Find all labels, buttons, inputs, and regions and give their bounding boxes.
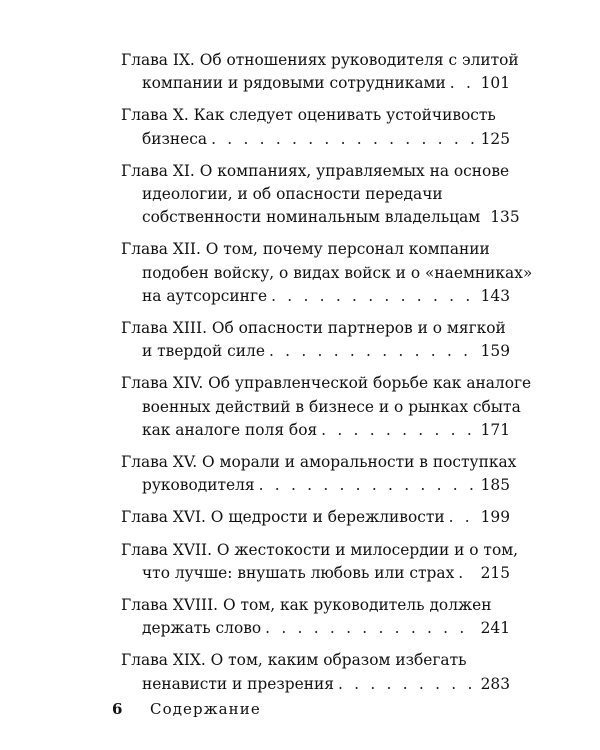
toc-entry <box>121 160 520 230</box>
toc-entry-title-line: компании и рядовыми сотрудниками <box>142 74 446 93</box>
toc-entry-title-line: военных действий в бизнесе и о рынках сбыта <box>142 397 521 416</box>
toc-entry-title-line: бизнеса <box>142 129 208 148</box>
toc-page-number: 159 <box>480 342 510 361</box>
toc-page-number: 241 <box>480 619 510 638</box>
toc-entry-title-line: ненависти и презрения <box>142 674 334 693</box>
toc-page-number: 283 <box>480 674 510 693</box>
running-title: Содержание <box>150 700 261 718</box>
toc-page-number: 215 <box>480 563 510 582</box>
toc-entry-title-line: идеологии, и об опасности передачи <box>142 185 443 204</box>
dot-leader <box>449 506 475 529</box>
toc-entry-title-line: Глава XVII. О жестокости и милосердии и о том, <box>121 540 519 559</box>
dot-leader <box>458 562 474 585</box>
toc-entry <box>121 104 510 150</box>
page-number: 6 <box>112 700 123 718</box>
toc-entry <box>121 594 510 640</box>
toc-page-number: 171 <box>480 420 510 439</box>
toc-entry <box>121 539 519 585</box>
toc-entry <box>121 451 517 497</box>
toc-page-number: 143 <box>480 286 510 305</box>
toc-entry <box>121 238 533 308</box>
dot-leader <box>338 673 475 696</box>
toc-entry-title-line: как аналоге поля боя <box>142 420 318 439</box>
toc-entry-title-line: что лучше: внушать любовь или страх <box>142 563 455 582</box>
toc-entry <box>121 506 510 529</box>
toc-entry-title-line: Глава XVI. О щедрости и бережливости <box>121 508 445 527</box>
toc-entry-title-line: Глава XVIII. О том, как руководитель должен <box>121 596 492 615</box>
toc-entry-title-line: собственности номинальным владельцам <box>142 208 481 227</box>
toc-entry-title-line: Глава X. Как следует оценивать устойчивость <box>121 106 496 125</box>
toc-page-number: 125 <box>480 129 510 148</box>
toc-page-number: 185 <box>480 476 510 495</box>
dot-leader <box>211 128 475 151</box>
toc-entry-title-line: на аутсорсинге <box>142 286 268 305</box>
toc-page-number: 135 <box>490 208 520 227</box>
toc-entry-title-line: и твердой силе <box>142 342 265 361</box>
toc-entry <box>121 317 510 363</box>
toc-page-number: 199 <box>480 508 510 527</box>
page-footer <box>112 699 261 719</box>
toc-entry <box>121 49 519 95</box>
toc-page-number: 101 <box>480 74 510 93</box>
toc-entry-title-line: Глава IX. Об отношениях руководителя с элитой <box>121 51 519 69</box>
toc-entry-title-line: подобен войску, о видах войск и о «наемниках» <box>142 263 533 282</box>
dot-leader <box>450 72 475 95</box>
toc-entry-title-line: Глава XII. О том, почему персонал компании <box>121 240 490 259</box>
dot-leader <box>259 474 475 497</box>
dot-leader <box>271 285 474 308</box>
toc-entry-title-line: держать слово <box>142 619 262 638</box>
toc-entry-title-line: Глава XIX. О том, каким образом избегать <box>121 651 467 670</box>
toc-entry-title-line: руководителя <box>142 476 255 495</box>
table-of-contents <box>121 49 533 705</box>
toc-entry-title-line: Глава XI. О компаниях, управляемых на основе <box>121 161 510 180</box>
toc-entry-title-line: Глава XV. О морали и аморальности в поступках <box>121 453 517 472</box>
toc-entry <box>121 649 510 695</box>
toc-entry-title-line: Глава XIV. Об управленческой борьбе как аналоге <box>121 374 532 393</box>
dot-leader <box>265 617 474 640</box>
dot-leader <box>269 340 475 363</box>
toc-entry-title-line: Глава XIII. Об опасности партнеров и о мягкой <box>121 319 506 338</box>
toc-entry <box>121 372 532 442</box>
dot-leader <box>321 419 474 442</box>
